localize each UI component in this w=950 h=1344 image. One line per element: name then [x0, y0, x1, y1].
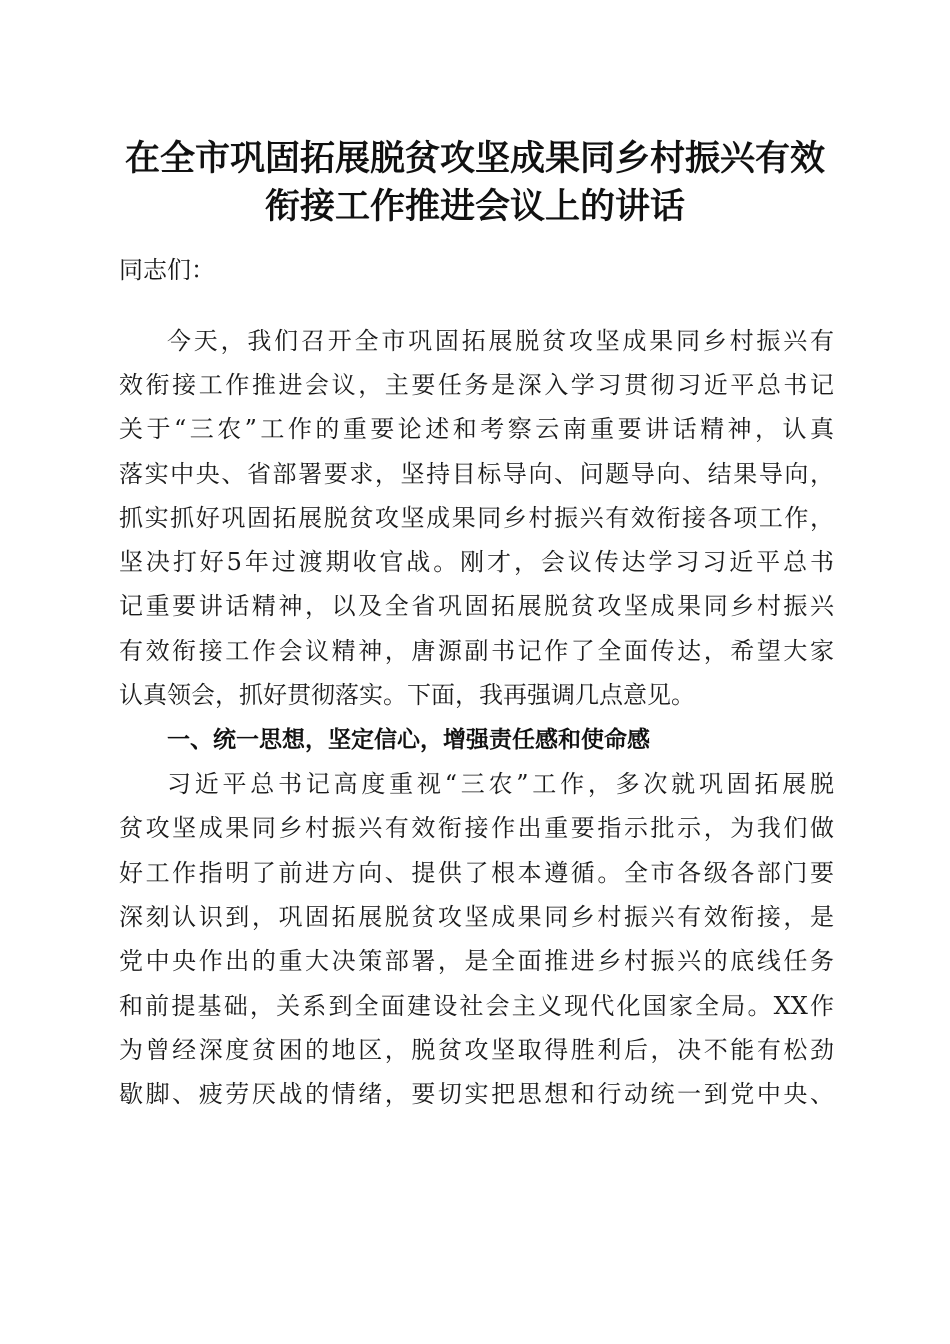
paragraph-1-line: 有效衔接工作会议精神，唐源副书记作了全面传达，希望大家: [119, 637, 834, 665]
paragraph-1-line: 效衔接工作推进会议，主要任务是深入学习贯彻习近平总书记: [119, 371, 834, 399]
paragraph-2-line: 好工作指明了前进方向、提供了根本遵循。全市各级各部门要: [119, 859, 834, 887]
document-title-line-1: 在全市巩固拓展脱贫攻坚成果同乡村振兴有效: [124, 138, 825, 179]
paragraph-2-line: 为曾经深度贫困的地区，脱贫攻坚取得胜利后，决不能有松劲: [119, 1036, 834, 1064]
paragraph-1-line: 认真领会，抓好贯彻落实。下面，我再强调几点意见。: [119, 681, 695, 709]
paragraph-2-line: 歇脚、疲劳厌战的情绪，要切实把思想和行动统一到党中央、: [119, 1080, 834, 1108]
paragraph-1-line: 落实中央、省部署要求，坚持目标导向、问题导向、结果导向，: [119, 460, 834, 488]
paragraph-2-line: 贫攻坚成果同乡村振兴有效衔接作出重要指示批示，为我们做: [119, 814, 834, 842]
paragraph-2-line: 党中央作出的重大决策部署，是全面推进乡村振兴的底线任务: [119, 947, 834, 975]
paragraph-1-line: 坚决打好5年过渡期收官战。刚才，会议传达学习习近平总书: [119, 548, 834, 576]
paragraph-2-line: 习近平总书记高度重视“三农”工作，多次就巩固拓展脱: [167, 770, 834, 798]
paragraph-1-line: 记重要讲话精神，以及全省巩固拓展脱贫攻坚成果同乡村振兴: [119, 592, 834, 620]
section-1-heading: 一、统一思想，坚定信心，增强责任感和使命感: [167, 727, 650, 753]
paragraph-1-line: 抓实抓好巩固拓展脱贫攻坚成果同乡村振兴有效衔接各项工作，: [119, 504, 834, 532]
paragraph-2-line: 深刻认识到，巩固拓展脱贫攻坚成果同乡村振兴有效衔接，是: [119, 903, 834, 931]
paragraph-1-line: 今天，我们召开全市巩固拓展脱贫攻坚成果同乡村振兴有: [167, 327, 834, 355]
paragraph-1-line: 关于“三农”工作的重要论述和考察云南重要讲话精神，认真: [119, 415, 834, 443]
paragraph-2-line: 和前提基础，关系到全面建设社会主义现代化国家全局。XX作: [119, 992, 834, 1020]
document-title-line-2: 衔接工作推进会议上的讲话: [264, 186, 685, 227]
salutation: 同志们：: [119, 256, 215, 284]
